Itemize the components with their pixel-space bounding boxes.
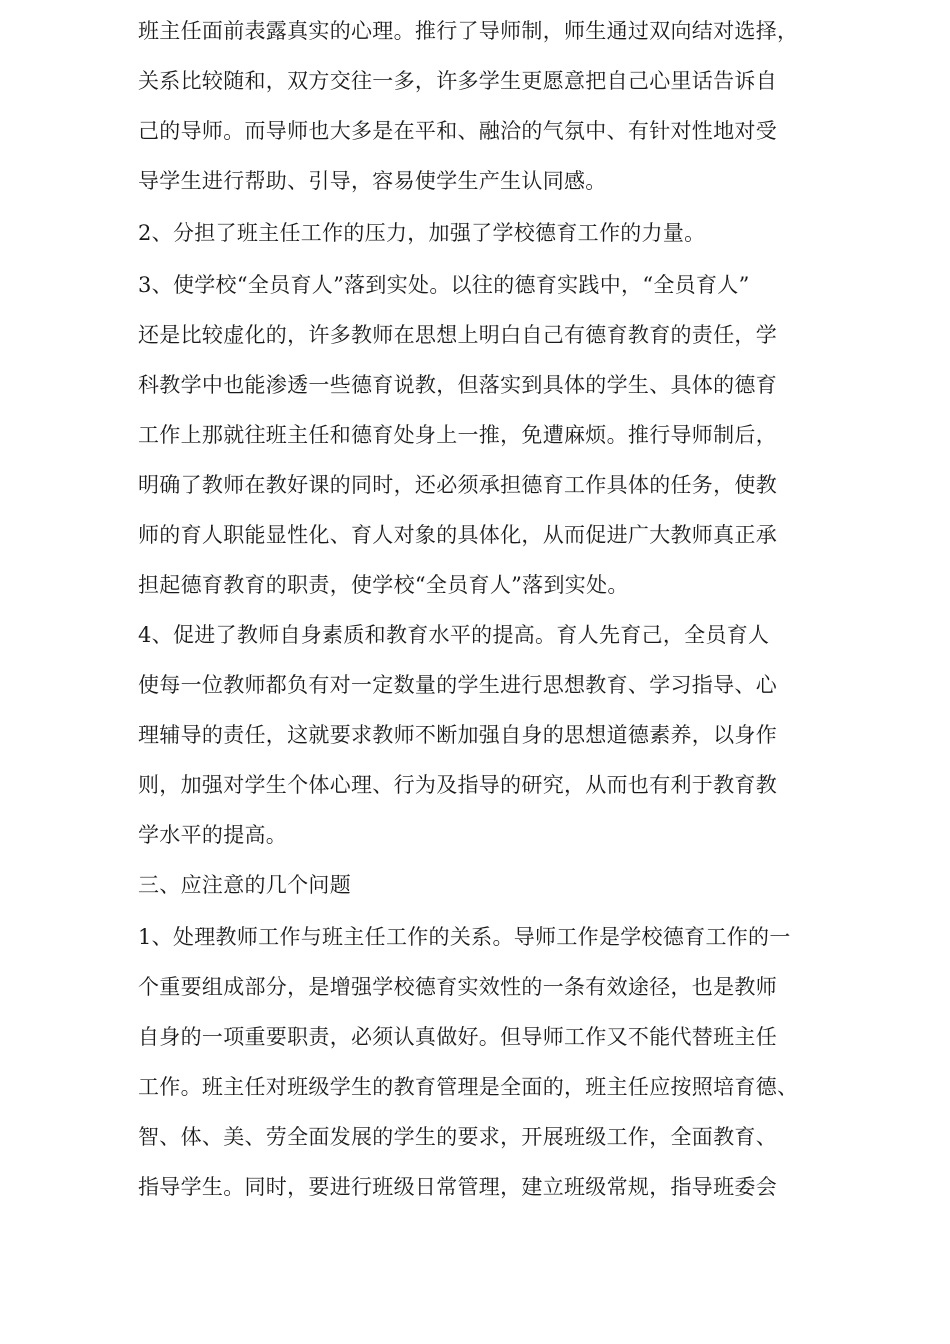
text-line: 导学生进行帮助、引导，容易使学生产生认同感。 <box>138 169 607 193</box>
text-line: 还是比较虚化的，许多教师在思想上明白自己有德育教育的责任，学 <box>138 323 777 347</box>
text-line: 理辅导的责任，这就要求教师不断加强自身的思想道德素养，以身作 <box>138 723 777 747</box>
text-line: 则，加强对学生个体心理、行为及指导的研究，从而也有利于教育教 <box>138 773 777 797</box>
text-line: 指导学生。同时，要进行班级日常管理，建立班级常规，指导班委会 <box>138 1175 777 1199</box>
text-line: 科教学中也能渗透一些德育说教，但落实到具体的学生、具体的德育 <box>138 373 777 397</box>
text-line: 1、处理教师工作与班主任工作的关系。导师工作是学校德育工作的一 <box>138 925 791 949</box>
text-line: 4、促进了教师自身素质和教育水平的提高。育人先育己，全员育人 <box>138 623 770 647</box>
text-line: 自身的一项重要职责，必须认真做好。但导师工作又不能代替班主任 <box>138 1025 777 1049</box>
text-line: 师的育人职能显性化、育人对象的具体化，从而促进广大教师真正承 <box>138 523 777 547</box>
text-line: 明确了教师在教好课的同时，还必须承担德育工作具体的任务，使教 <box>138 473 777 497</box>
text-line: 3、使学校“全员育人”落到实处。以往的德育实践中，“全员育人” <box>138 273 750 297</box>
text-line: 个重要组成部分，是增强学校德育实效性的一条有效途径，也是教师 <box>138 975 777 999</box>
text-line: 使每一位教师都负有对一定数量的学生进行思想教育、学习指导、心 <box>138 673 777 697</box>
text-line: 工作上那就往班主任和德育处身上一推，免遭麻烦。推行导师制后， <box>138 423 777 447</box>
text-line: 关系比较随和，双方交往一多，许多学生更愿意把自己心里话告诉自 <box>138 69 777 93</box>
section-heading: 三、应注意的几个问题 <box>138 873 351 897</box>
text-line: 己的导师。而导师也大多是在平和、融洽的气氛中、有针对性地对受 <box>138 119 777 143</box>
text-line: 2、分担了班主任工作的压力，加强了学校德育工作的力量。 <box>138 221 706 245</box>
text-line: 班主任面前表露真实的心理。推行了导师制，师生通过双向结对选择， <box>138 19 799 43</box>
text-line: 工作。班主任对班级学生的教育管理是全面的，班主任应按照培育德、 <box>138 1075 799 1099</box>
text-line: 担起德育教育的职责，使学校“全员育人”落到实处。 <box>138 573 629 597</box>
text-line: 学水平的提高。 <box>138 823 288 847</box>
text-line: 智、体、美、劳全面发展的学生的要求，开展班级工作，全面教育、 <box>138 1125 777 1149</box>
